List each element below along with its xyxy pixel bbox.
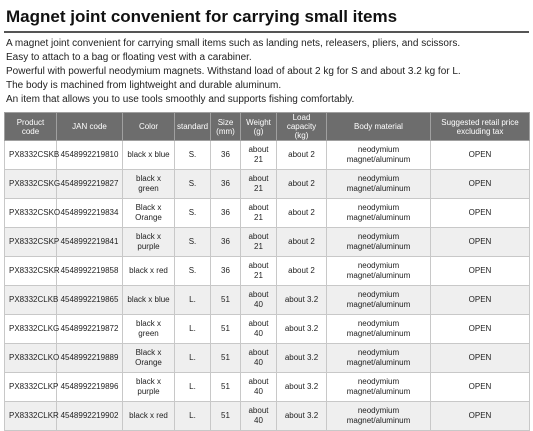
jan-code-cell: 4548992219827 bbox=[57, 170, 123, 199]
product-code-cell: PX8332CSKG bbox=[5, 170, 57, 199]
body-material-cell: neodymium magnet/aluminum bbox=[327, 257, 431, 286]
retail-price-cell: OPEN bbox=[431, 257, 530, 286]
weight-cell: about 40 bbox=[241, 286, 277, 315]
standard-cell: L. bbox=[175, 286, 211, 315]
standard-cell: L. bbox=[175, 373, 211, 402]
table-row bbox=[5, 257, 530, 286]
description-line: The body is machined from lightweight and durable aluminum. bbox=[6, 80, 282, 91]
jan-code-cell: 4548992219810 bbox=[57, 141, 123, 170]
table-row bbox=[5, 228, 530, 257]
column-header-body-material: Body material bbox=[327, 113, 431, 141]
column-header-standard: standard bbox=[175, 113, 211, 141]
body-material-cell: neodymium magnet/aluminum bbox=[327, 373, 431, 402]
standard-cell: S. bbox=[175, 228, 211, 257]
color-cell: black x blue bbox=[123, 286, 175, 315]
product-description bbox=[4, 37, 529, 107]
table-row bbox=[5, 141, 530, 170]
body-material-cell: neodymium magnet/aluminum bbox=[327, 141, 431, 170]
jan-code-cell: 4548992219872 bbox=[57, 315, 123, 344]
product-code-cell: PX8332CLKO bbox=[5, 344, 57, 373]
size-cell: 36 bbox=[211, 170, 241, 199]
standard-cell: S. bbox=[175, 257, 211, 286]
table-row bbox=[5, 344, 530, 373]
size-cell: 51 bbox=[211, 286, 241, 315]
jan-code-cell: 4548992219834 bbox=[57, 199, 123, 228]
column-header-load-capacity: Load capacity (kg) bbox=[277, 113, 327, 141]
load-capacity-cell: about 3.2 bbox=[277, 402, 327, 431]
table-row bbox=[5, 402, 530, 431]
product-code-cell: PX8332CSKB bbox=[5, 141, 57, 170]
body-material-cell: neodymium magnet/aluminum bbox=[327, 199, 431, 228]
jan-code-cell: 4548992219902 bbox=[57, 402, 123, 431]
body-material-cell: neodymium magnet/aluminum bbox=[327, 170, 431, 199]
weight-cell: about 21 bbox=[241, 199, 277, 228]
product-code-cell: PX8332CLKP bbox=[5, 373, 57, 402]
retail-price-cell: OPEN bbox=[431, 373, 530, 402]
column-header-color: Color bbox=[123, 113, 175, 141]
table-row bbox=[5, 199, 530, 228]
color-cell: black x red bbox=[123, 402, 175, 431]
spec-table bbox=[4, 112, 530, 431]
product-code-cell: PX8332CLKG bbox=[5, 315, 57, 344]
product-code-cell: PX8332CLKB bbox=[5, 286, 57, 315]
color-cell: Black x Orange bbox=[123, 344, 175, 373]
size-cell: 36 bbox=[211, 199, 241, 228]
size-cell: 51 bbox=[211, 373, 241, 402]
color-cell: black x green bbox=[123, 170, 175, 199]
table-row bbox=[5, 170, 530, 199]
body-material-cell: neodymium magnet/aluminum bbox=[327, 286, 431, 315]
title-divider bbox=[4, 31, 529, 33]
column-header-product-code: Product code bbox=[5, 113, 57, 141]
body-material-cell: neodymium magnet/aluminum bbox=[327, 228, 431, 257]
weight-cell: about 21 bbox=[241, 141, 277, 170]
load-capacity-cell: about 2 bbox=[277, 257, 327, 286]
retail-price-cell: OPEN bbox=[431, 199, 530, 228]
product-code-cell: PX8332CLKR bbox=[5, 402, 57, 431]
column-header-retail-price: Suggested retail price excluding tax bbox=[431, 113, 530, 141]
retail-price-cell: OPEN bbox=[431, 315, 530, 344]
retail-price-cell: OPEN bbox=[431, 344, 530, 373]
size-cell: 51 bbox=[211, 402, 241, 431]
load-capacity-cell: about 3.2 bbox=[277, 344, 327, 373]
weight-cell: about 40 bbox=[241, 373, 277, 402]
retail-price-cell: OPEN bbox=[431, 141, 530, 170]
load-capacity-cell: about 2 bbox=[277, 199, 327, 228]
weight-cell: about 40 bbox=[241, 344, 277, 373]
table-body bbox=[5, 141, 530, 431]
table-row bbox=[5, 315, 530, 344]
page-title: Magnet joint convenient for carrying small items bbox=[6, 7, 398, 26]
color-cell: black x purple bbox=[123, 228, 175, 257]
size-cell: 51 bbox=[211, 315, 241, 344]
body-material-cell: neodymium magnet/aluminum bbox=[327, 402, 431, 431]
load-capacity-cell: about 2 bbox=[277, 228, 327, 257]
standard-cell: L. bbox=[175, 315, 211, 344]
table-header-row bbox=[5, 113, 530, 141]
weight-cell: about 21 bbox=[241, 257, 277, 286]
jan-code-cell: 4548992219889 bbox=[57, 344, 123, 373]
size-cell: 51 bbox=[211, 344, 241, 373]
product-code-cell: PX8332CSKR bbox=[5, 257, 57, 286]
weight-cell: about 40 bbox=[241, 402, 277, 431]
weight-cell: about 40 bbox=[241, 315, 277, 344]
jan-code-cell: 4548992219896 bbox=[57, 373, 123, 402]
body-material-cell: neodymium magnet/aluminum bbox=[327, 315, 431, 344]
load-capacity-cell: about 3.2 bbox=[277, 373, 327, 402]
product-code-cell: PX8332CSKO bbox=[5, 199, 57, 228]
column-header-jan-code: JAN code bbox=[57, 113, 123, 141]
color-cell: black x red bbox=[123, 257, 175, 286]
size-cell: 36 bbox=[211, 228, 241, 257]
load-capacity-cell: about 2 bbox=[277, 141, 327, 170]
color-cell: black x blue bbox=[123, 141, 175, 170]
weight-cell: about 21 bbox=[241, 170, 277, 199]
body-material-cell: neodymium magnet/aluminum bbox=[327, 344, 431, 373]
column-header-weight: Weight (g) bbox=[241, 113, 277, 141]
retail-price-cell: OPEN bbox=[431, 170, 530, 199]
description-line: A magnet joint convenient for carrying small items such as landing nets, releasers, pliers, and scissors. bbox=[6, 38, 461, 49]
size-cell: 36 bbox=[211, 257, 241, 286]
weight-cell: about 21 bbox=[241, 228, 277, 257]
column-header-size: Size (mm) bbox=[211, 113, 241, 141]
load-capacity-cell: about 2 bbox=[277, 170, 327, 199]
standard-cell: L. bbox=[175, 402, 211, 431]
description-line: Easy to attach to a bag or floating vest with a carabiner. bbox=[6, 52, 252, 63]
standard-cell: S. bbox=[175, 141, 211, 170]
retail-price-cell: OPEN bbox=[431, 286, 530, 315]
standard-cell: S. bbox=[175, 170, 211, 199]
retail-price-cell: OPEN bbox=[431, 402, 530, 431]
table-row bbox=[5, 373, 530, 402]
product-code-cell: PX8332CSKP bbox=[5, 228, 57, 257]
table-row bbox=[5, 286, 530, 315]
jan-code-cell: 4548992219858 bbox=[57, 257, 123, 286]
description-line: Powerful with powerful neodymium magnets. Withstand load of about 2 kg for S and about 3.2 kg for L. bbox=[6, 66, 461, 77]
standard-cell: L. bbox=[175, 344, 211, 373]
color-cell: black x green bbox=[123, 315, 175, 344]
standard-cell: S. bbox=[175, 199, 211, 228]
load-capacity-cell: about 3.2 bbox=[277, 286, 327, 315]
color-cell: black x purple bbox=[123, 373, 175, 402]
retail-price-cell: OPEN bbox=[431, 228, 530, 257]
description-line: An item that allows you to use tools smoothly and supports fishing comfortably. bbox=[6, 94, 355, 105]
size-cell: 36 bbox=[211, 141, 241, 170]
color-cell: Black x Orange bbox=[123, 199, 175, 228]
jan-code-cell: 4548992219865 bbox=[57, 286, 123, 315]
load-capacity-cell: about 3.2 bbox=[277, 315, 327, 344]
jan-code-cell: 4548992219841 bbox=[57, 228, 123, 257]
